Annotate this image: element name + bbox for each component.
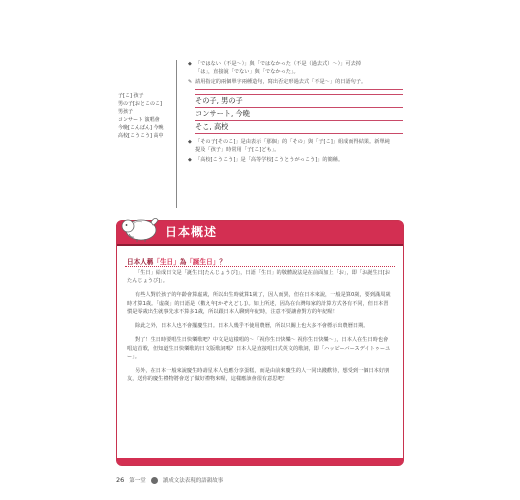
note-text: 請用指定的兩個單字兩種造句，寫出否定形過去式「不是～」的日語句子。: [195, 79, 367, 85]
note-text: 「高校[こうこう]」是「高等学校[こうとうがっこう]」的簡稱。: [195, 157, 344, 163]
note-item: [188, 78, 403, 86]
book-title: 讀成文法表現的語韻故事: [162, 478, 224, 484]
vocab-item: 男の子[おとこのこ]: [118, 101, 162, 107]
page-footer: [116, 476, 223, 484]
vocab-item: 高校[こうこう] 高中: [118, 133, 164, 139]
vocab-item: 子[こ] 孩子: [118, 93, 144, 99]
note-text: 「その子[そのこ]」是由表示「那個」的「その」與「子[こ]」組成而得結果。新單純: [195, 139, 390, 145]
culture-box-footer-bar: [117, 458, 403, 465]
pencil-icon: ✎: [188, 79, 193, 85]
note-text: 提及「孩子」時常用「子[こ]ども」。: [195, 147, 280, 153]
margin-divider: [176, 60, 177, 208]
vocab-sidebar: [118, 92, 176, 140]
paragraph: 有些人對於孩子的年齡會算虛歲，所以出生時就算1歲了，因人而異，但在日本來說，一般是算0歲，要到滿周歲時才算1歲。「虛歲」的日語是（數え年[かぞえどし]）。如上所述，因為在台灣每家的計算方式各有不同，但日本習慣是零歲出生就事先求不算多1歲，所以跟日本人聊到年紀時，注意不要讓會對方的年紀喔！: [127, 292, 391, 316]
note-item: [188, 60, 403, 76]
grammar-notes: [188, 60, 403, 166]
paragraph: 除此之外，日本人也不會擺慶生日。日本人幾乎不使用農曆，所以只關上也大多不會標示出農曆日期。: [135, 323, 369, 330]
note-text: 「は」，直接說「でない」與「でなかった」。: [195, 69, 299, 75]
culture-box-title: 日本概述: [165, 225, 218, 239]
book-logo-icon: [151, 477, 158, 484]
exercise-list: [195, 89, 403, 134]
note-text: 「ではない（不是～）」與「ではなかった（不是（過去式）～）」可去掉: [195, 61, 361, 67]
dotted-divider: [125, 266, 395, 267]
vocab-item: 今晩[こんばん] 今晚: [118, 125, 164, 131]
note-item: [188, 156, 403, 164]
vocab-item: 男孩子: [118, 109, 134, 115]
page-number: 26: [116, 476, 125, 484]
culture-body: [127, 269, 393, 389]
paragraph: 對了！生日時要唱生日快樂歌吧？中文是這樣唱的～「祝你生日快樂～ 祝你生日快樂～」，日本人在生日時也會唱這首歌，但知道生日快樂歌的日文版歌詞嗎？日本人是直接唱日式英文的歌詞，即「ハッピーバースデイトゥーユー」。: [127, 337, 391, 361]
paragraph: 另外，在日本一般來說慶生時壽星本人也應分享蛋糕，而是由前來慶生的人一同出錢歡待，想受到一個日本好朋友，送你的慶生禮物將會送了做好禮物來喔，這樣應該會很有意思吧！: [127, 368, 390, 383]
exercise-row: コンサート, 今晩: [195, 108, 403, 121]
mascot-icon: [119, 212, 161, 244]
paragraph: 「生日」給成日文是「誕生日[たんじょうび]」，日語「生日」的敬體說法是在前面加上「お」，即「お誕生日[おたんじょうび]」。: [127, 270, 391, 285]
exercise-row: そこ, 高校: [195, 121, 403, 134]
bullet-icon: ◆: [188, 139, 192, 145]
vocab-item: コンサート 演唱會: [118, 117, 160, 123]
note-item: [188, 138, 403, 154]
culture-box: [116, 220, 404, 466]
bullet-icon: ◆: [188, 61, 192, 67]
question-heading: 日本人稱「生日」為「誕生日」？: [127, 258, 226, 266]
bullet-icon: ◆: [188, 157, 192, 163]
culture-box-header: [117, 221, 403, 244]
chapter-label: 第一堂: [129, 478, 146, 484]
exercise-row: その子, 男の子: [195, 95, 403, 108]
